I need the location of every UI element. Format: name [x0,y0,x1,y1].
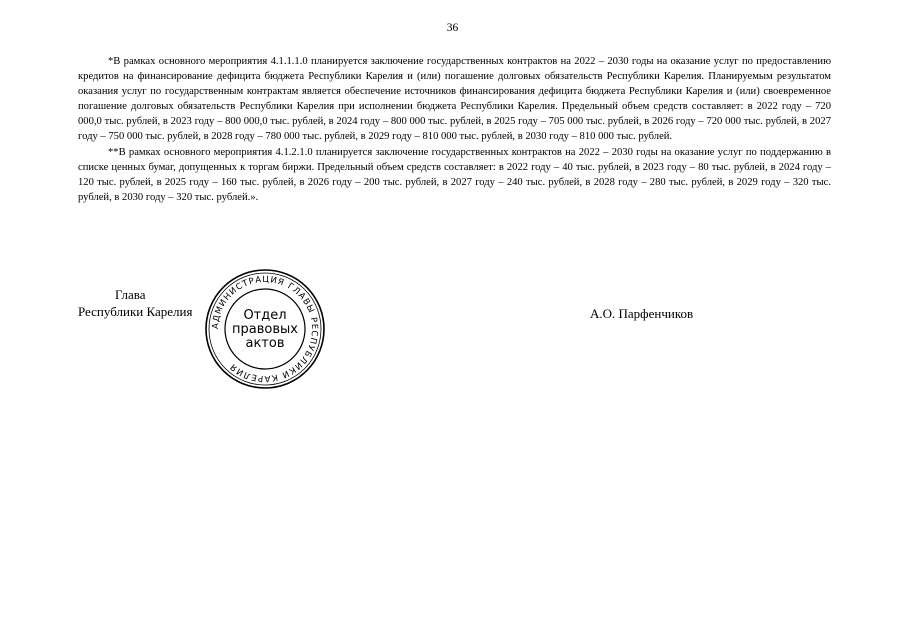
stamp-center-line1: Отдел [243,308,287,323]
signer-position [78,286,218,320]
signer-position-line2: Республики Карелия [78,304,193,319]
stamp-center-line3: актов [245,336,285,351]
stamp-ring-text: АДМИНИСТРАЦИЯ ГЛАВЫ РЕСПУБЛИКИ КАРЕЛИЯ [210,274,320,384]
footnote-double-asterisk: **В рамках основного мероприятия 4.1.2.1.0 планируется заключение государственных контрактов на 2022 – 2030 годы на оказание услуг по поддержанию в списке ценных бумаг, допущенных к торгам биржи. Предельный объем средств составляет: в 2022 году – 40 тыс. рублей, в 2023 году – 80 тыс. рублей, в 2024 году – 120 тыс. рублей, в 2025 году – 160 тыс. рублей, в 2026 году – 200 тыс. рублей, в 2027 году – 240 тыс. рублей, в 2028 году – 280 тыс. рублей, в 2029 году – 320 тыс. рублей, в 2030 году – 320 тыс. рублей.». [78,146,831,203]
footnotes-block [78,54,831,205]
signer-position-line1: Глава [115,287,146,302]
page-number: 36 [446,22,459,34]
signer-name: А.О. Парфенчиков [590,306,694,321]
footnote-single-asterisk: *В рамках основного мероприятия 4.1.1.1.0 планируется заключение государственных контрактов на 2022 – 2030 годы на оказание услуг по предоставлению кредитов на финансирование дефицита бюджета Республики Карелия и (или) погашение долговых обязательств Республики Карелия. Планируемым результатом оказания услуг по государственным контрактам является обеспечение источников финансирования дефицита бюджета Республики Карелия и (или) своевременное погашение долговых обязательств Республики Карелия при исполнении бюджета Республики Карелия. Предельный объем средств составляет: в 2022 году – 720 000,0 тыс. рублей, в 2023 году – 800 000,0 тыс. рублей, в 2024 году – 800 000 тыс. рублей, в 2025 году – 705 000 тыс. рублей, в 2026 году – 720 000 тыс. рублей, в 2027 году – 750 000 тыс. рублей, в 2028 году – 780 000 тыс. рублей, в 2029 году – 810 000 тыс. рублей, в 2030 году – 810 000 тыс. рублей. [78,56,831,143]
stamp-center-line2: правовых [232,322,298,337]
official-stamp [203,267,327,391]
